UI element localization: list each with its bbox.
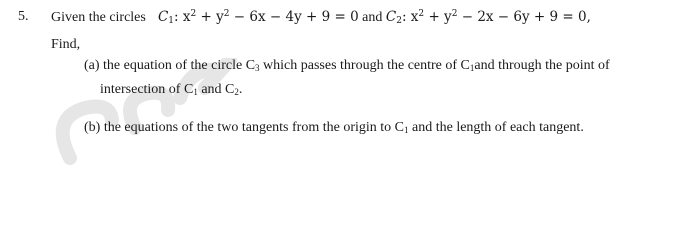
watermark-logo <box>40 58 250 168</box>
find-label: Find, <box>51 37 81 52</box>
intro-text: Given the circles <box>51 10 146 25</box>
circle-c1-equation: $C_1$: $x^2 + y^2 - 6x - 4y + 9 = 0$ <box>157 9 359 26</box>
part-a-line-1: (a) the equation of the circle $C_3$ which passes through the centre of $C_1and$ through the point of <box>84 58 610 73</box>
part-a-line-2: intersection of $C_1$ and $C_2$. <box>100 82 243 97</box>
part-b-text: (b) the equations of the two tangents from the origin to $C_1$ and the length of each tangent. <box>84 120 584 135</box>
question-statement <box>51 9 591 26</box>
question-number: 5. <box>18 9 29 24</box>
connector-text: and <box>362 10 386 25</box>
circle-c2-equation: $C_2$: $x^2 + y^2 - 2x - 6y + 9 = 0$, <box>385 9 591 26</box>
